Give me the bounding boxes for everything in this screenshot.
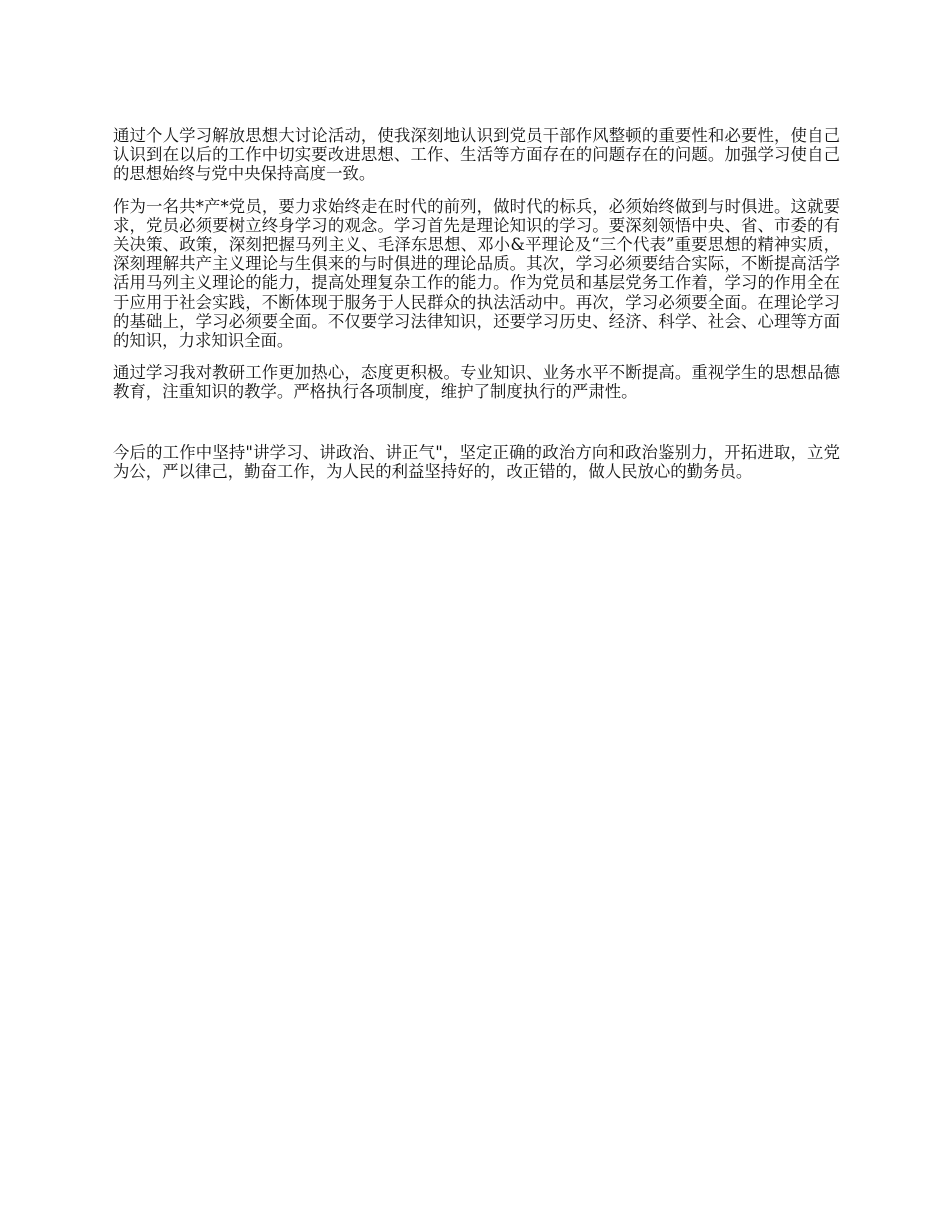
paragraph-2: 作为一名共*产*党员，要力求始终走在时代的前列，做时代的标兵，必须始终做到与时俱进。这就要求，党员必须要树立终身学习的观念。学习首先是理论知识的学习。要深刻领悟中央、省、市委的有关决策、政策，深刻把握马列主义、毛泽东思想、邓小&平理论及“三个代表”重要思想的精神实质，深刻理解共产主义理论与生俱来的与时俱进的理论品质。其次，学习必须要结合实际，不断提高活学活用马列主义理论的能力，提高处理复杂工作的能力。作为党员和基层党务工作着，学习的作用全在于应用于社会实践，不断体现于服务于人民群众的执法活动中。再次，学习必须要全面。在理论学习的基础上，学习必须要全面。不仅要学习法律知识，还要学习历史、经济、科学、社会、心理等方面的知识，力求知识全面。 <box>113 196 840 351</box>
paragraph-3: 通过学习我对教研工作更加热心，态度更积极。专业知识、业务水平不断提高。重视学生的思想品德教育，注重知识的教学。严格执行各项制度，维护了制度执行的严肃性。 <box>113 363 840 402</box>
document-body <box>113 126 840 494</box>
paragraph-1: 通过个人学习解放思想大讨论活动，使我深刻地认识到党员干部作风整顿的重要性和必要性，使自己认识到在以后的工作中切实要改进思想、工作、生活等方面存在的问题存在的问题。加强学习使自己的思想始终与党中央保持高度一致。 <box>113 126 840 184</box>
paragraph-4: 今后的工作中坚持"讲学习、讲政治、讲正气"，坚定正确的政治方向和政治鉴别力，开拓进取，立党为公，严以律己，勤奋工作，为人民的利益坚持好的，改正错的，做人民放心的勤务员。 <box>113 442 840 481</box>
